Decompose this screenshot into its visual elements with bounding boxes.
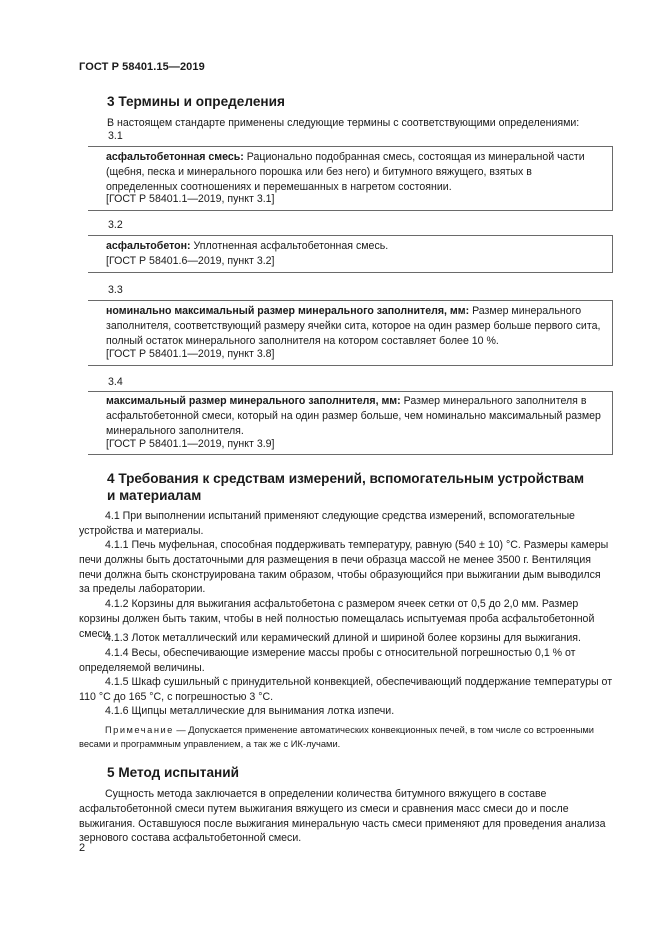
term-definition bbox=[106, 394, 606, 438]
note-text: — Допускается применение автоматических конвекционных печей, в том числе со встроенными весами и программным управлением, а так же с ИК-лучами. bbox=[79, 725, 595, 749]
term-box bbox=[88, 391, 613, 455]
term-text: Уплотненная асфальтобетонная смесь. bbox=[193, 240, 389, 252]
note bbox=[79, 723, 614, 751]
paragraph-4-1-5: 4.1.5 Шкаф сушильный с принудительной конвекцией, обеспечивающий поддержание температуры от 110 °С до 165 °С, с погрешностью 3 °С. bbox=[79, 676, 613, 703]
section-4-title-line: 4 Требования к средствам измерений, вспомогательным устройствам bbox=[107, 471, 585, 486]
term-definition bbox=[106, 239, 606, 254]
term-number: 3.3 bbox=[108, 284, 123, 296]
term-name: максимальный размер минерального заполнителя, мм: bbox=[106, 395, 401, 407]
term-name: номинально максимальный размер минерального заполнителя, мм: bbox=[106, 305, 470, 317]
paragraph-4-1: 4.1 При выполнении испытаний применяют следующие средства измерений, вспомогательные устройства и материалы. bbox=[79, 510, 575, 537]
term-reference: [ГОСТ Р 58401.6—2019, пункт 3.2] bbox=[106, 255, 275, 267]
term-text: Размер минерального заполнителя в асфальтобетонной смеси, который на один размер больше, чем номинально максимальный размер минерального заполнителя. bbox=[106, 395, 601, 437]
term-name: асфальтобетонная смесь: bbox=[106, 151, 244, 163]
document-header: ГОСТ Р 58401.15—2019 bbox=[79, 61, 205, 73]
term-definition bbox=[106, 304, 606, 348]
term-text: Рационально подобранная смесь, состоящая из минеральной части (щебня, песка и минерального порошка или без него) и битумного вяжущего, взятых в определенных соотношениях и перемешанных в нагретом состоянии. bbox=[106, 151, 585, 193]
term-reference: [ГОСТ Р 58401.1—2019, пункт 3.9] bbox=[106, 438, 275, 450]
term-name: асфальтобетон: bbox=[106, 240, 191, 252]
note-label: Примечание bbox=[105, 725, 174, 735]
term-box bbox=[88, 235, 613, 273]
term-reference: [ГОСТ Р 58401.1—2019, пункт 3.1] bbox=[106, 193, 275, 205]
section-5-title: 5 Метод испытаний bbox=[107, 765, 239, 780]
paragraph-4-1-4: 4.1.4 Весы, обеспечивающие измерение массы пробы с относительной погрешностью 0,1 % от определяемой величины. bbox=[79, 647, 576, 674]
term-text: Размер минерального заполнителя, соответствующий размеру ячейки сита, которое на один размер больше первого сита, полный остаток минерального заполнителя на котором составляет более 10 %. bbox=[106, 305, 601, 347]
page-number: 2 bbox=[79, 842, 86, 854]
paragraph-4-1-6: 4.1.6 Щипцы металлические для вынимания лотка изпечи. bbox=[105, 705, 395, 717]
term-reference: [ГОСТ Р 58401.1—2019, пункт 3.8] bbox=[106, 348, 275, 360]
paragraph-5: Сущность метода заключается в определении количества битумного вяжущего в составе асфальтобетонной смеси путем выжигания вяжущего из смеси и сравнения масс смеси до и после выжигания. Оставшуюся после выжигания минеральную часть смеси применяют для проведения анализа зернового состава асфальтобетонной смеси. bbox=[79, 788, 606, 845]
paragraph-4-1-3: 4.1.3 Лоток металлический или керамический длиной и шириной более корзины для выжигания. bbox=[105, 632, 581, 644]
term-number: 3.1 bbox=[108, 130, 123, 142]
paragraph-4-1-1: 4.1.1 Печь муфельная, способная поддерживать температуру, равную (540 ± 10) °С. Размеры камеры печи должны быть достаточными для размещения в печи образца массой не менее 3500 г. Вентиляция печи должна быть сконструирована таким образом, чтобы образующийся при выжигании дым выводился за пределы лаборатории. bbox=[79, 539, 609, 596]
section-3-title: 3 Термины и определения bbox=[107, 94, 285, 109]
term-number: 3.4 bbox=[108, 376, 123, 388]
term-box bbox=[88, 300, 613, 366]
paragraph-4-1-2: 4.1.2 Корзины для выжигания асфальтобетона с размером ячеек сетки от 0,5 до 2,0 мм. Размер корзины должен быть таким, чтобы в ней полностью помещалась испытуемая проба асфальтобетонной смеси. bbox=[79, 598, 595, 640]
section-4-title bbox=[107, 470, 584, 504]
section-4-title-line: и материалам bbox=[107, 488, 202, 503]
term-definition bbox=[106, 150, 606, 194]
term-box bbox=[88, 146, 613, 211]
section-3-intro: В настоящем стандарте применены следующие термины с соответствующими определениями: bbox=[107, 117, 580, 129]
term-number: 3.2 bbox=[108, 219, 123, 231]
